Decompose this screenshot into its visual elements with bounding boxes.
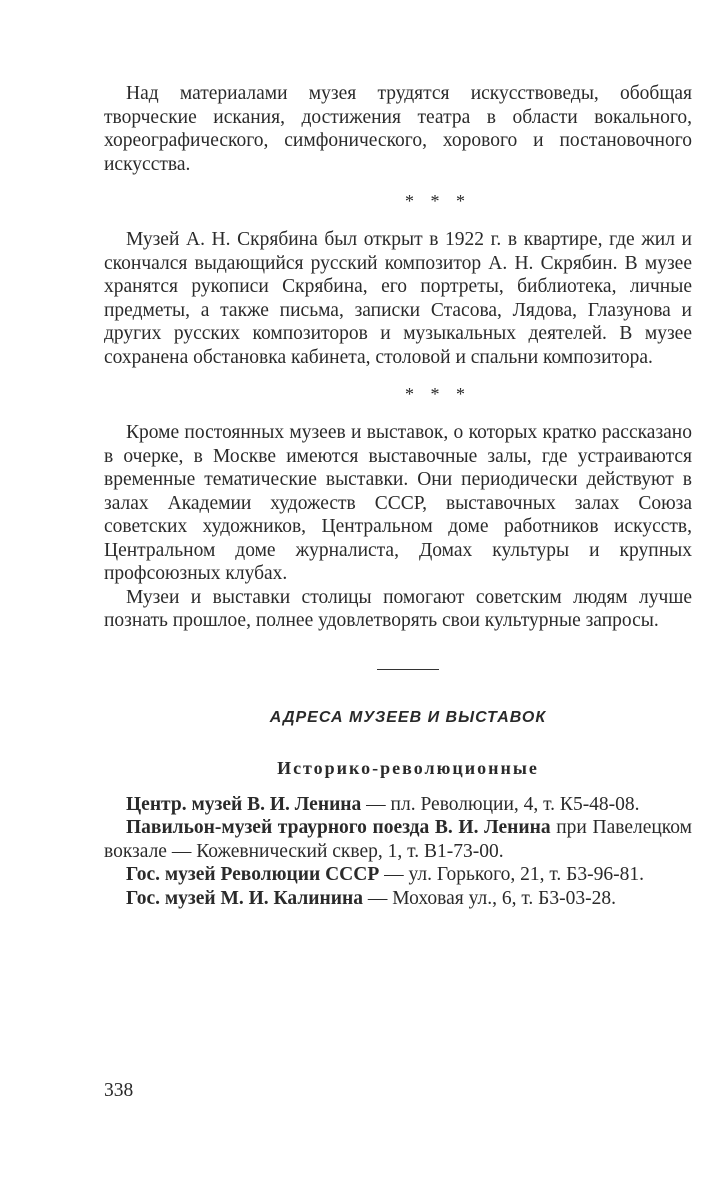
museum-entry xyxy=(104,887,692,911)
historical-revolutionary-subtitle: Историко-революционные xyxy=(277,758,539,778)
addresses-section-title: АДРЕСА МУЗЕЕВ И ВЫСТАВОК xyxy=(269,708,547,726)
museum-entry xyxy=(104,863,692,887)
page-content xyxy=(104,82,692,910)
intro-paragraph: Над материалами музея трудятся искусствоведы, обобщая творческие искания, достижения театра в области вокального, хореографического, симфонического, хорового и постановочного искусства. xyxy=(104,83,692,175)
museum-entry xyxy=(104,816,692,863)
museum-address: — пл. Революции, 4, т. К5-48-08. xyxy=(361,793,640,815)
page-number: 338 xyxy=(104,1080,134,1101)
exhibition-halls-paragraph: Кроме постоянных музеев и выставок, о которых кратко рассказано в очерке, в Москве имеются выставочные залы, где устраиваются временные тематические выставки. Они периодически действуют в залах Академии художеств СССР, выставочных залах Союза советских художников, Центральном доме работников искусств, Центральном доме журналиста, Домах культуры и крупных профсоюзных клубах. xyxy=(104,422,692,584)
museum-address: — ул. Горького, 21, т. Б3-96-81. xyxy=(379,864,644,885)
divider-rule xyxy=(377,669,439,670)
museum-address: при Павелецком вокзале — Кожевнический сквер, 1, т. В1-73-00. xyxy=(104,817,692,862)
museum-name: Гос. музей М. И. Калинина xyxy=(126,887,363,909)
museum-address: — Моховая ул., 6, т. Б3-03-28. xyxy=(363,887,616,909)
museum-name: Гос. музей Революции СССР xyxy=(126,864,380,885)
section-separator: * * * xyxy=(405,384,471,404)
closing-paragraph: Музеи и выставки столицы помогают советским людям лучше познать прошлое, полнее удовлетворять свои культурные запросы. xyxy=(104,586,692,631)
scriabin-museum-paragraph: Музей А. Н. Скрябина был открыт в 1922 г. в квартире, где жил и скончался выдающийся русский композитор А. Н. Скрябин. В музее хранятся рукописи Скрябина, его портреты, библиотека, личные предметы, а также письма, записки Стасова, Лядова, Глазунова и других русских композиторов и музыкальных деятелей. В музее сохранена обстановка кабинета, столовой и спальни композитора. xyxy=(104,229,692,368)
museum-name: Центр. музей В. И. Ленина xyxy=(126,793,362,815)
museum-entry xyxy=(104,793,692,817)
museum-name: Павильон-музей траурного поезда В. И. Ленина xyxy=(126,817,551,838)
section-separator: * * * xyxy=(405,191,471,211)
